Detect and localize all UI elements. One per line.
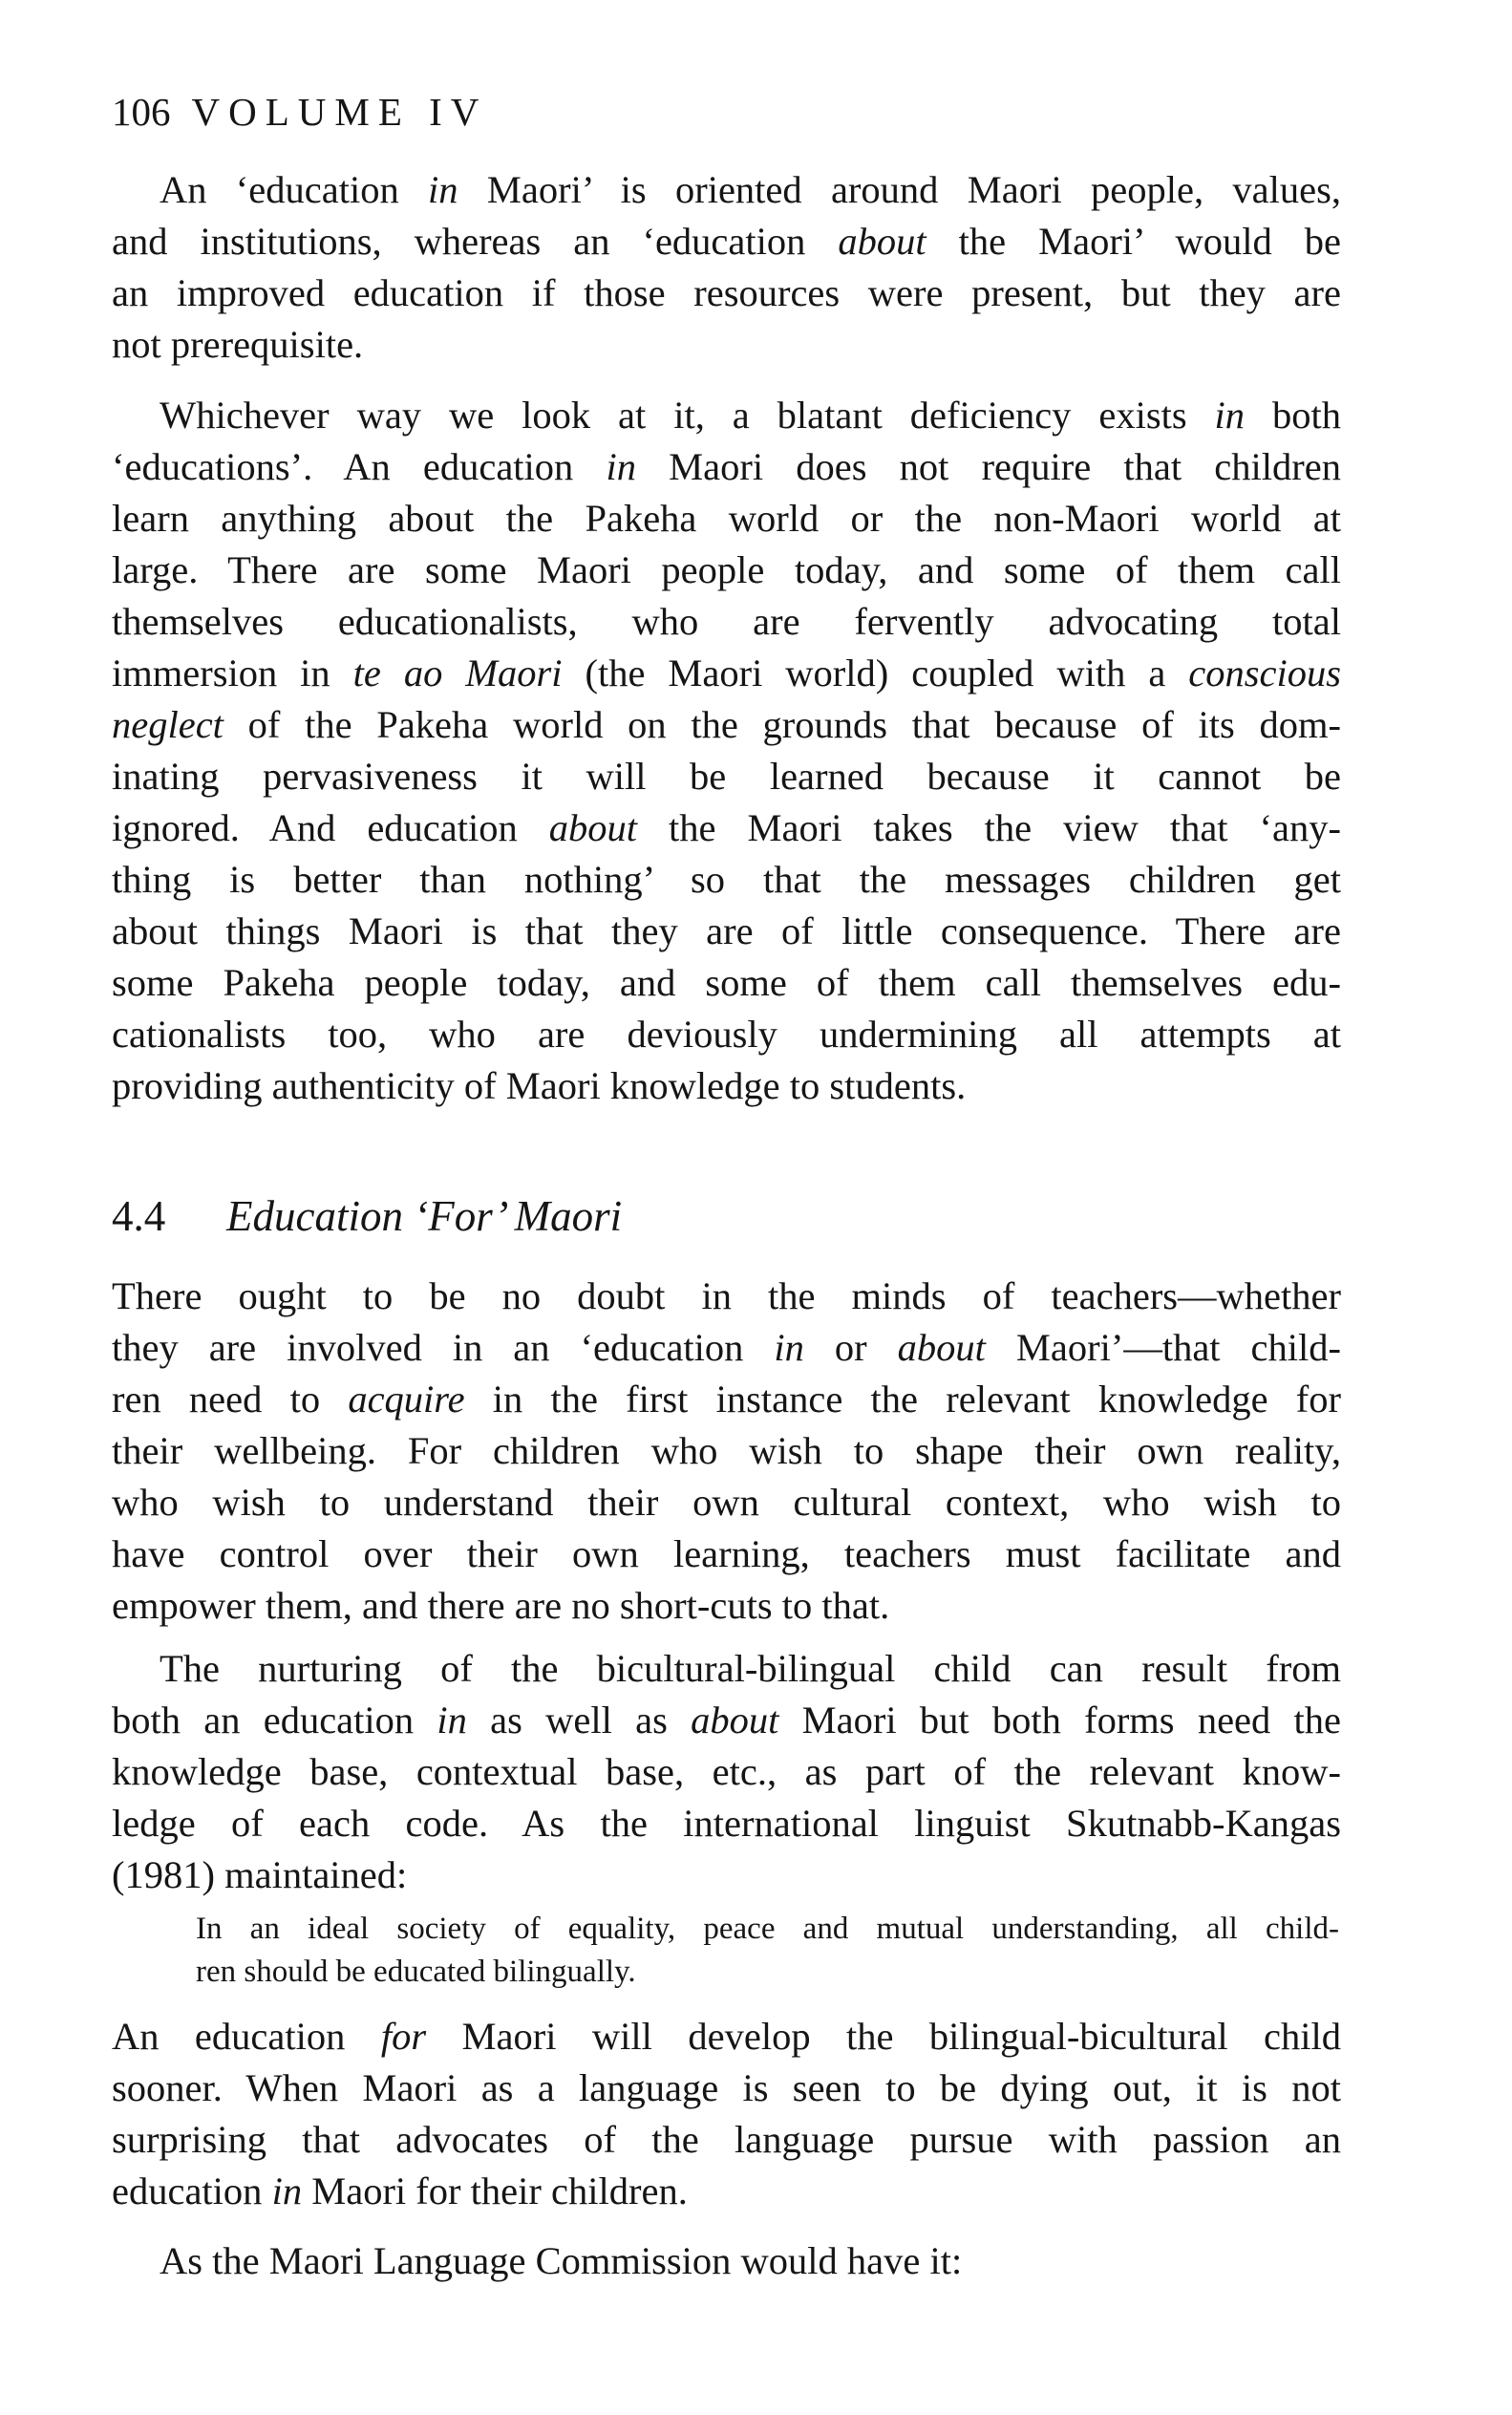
block-quote	[196, 1908, 1339, 1994]
text-line	[112, 648, 1341, 699]
text-run: some Pakeha people today, and some of them call themselves edu-	[112, 961, 1341, 1004]
text-run: In an ideal society of equality, peace and mutual understanding, all child-	[196, 1912, 1339, 1946]
section-heading	[112, 1189, 622, 1243]
running-header	[112, 88, 487, 136]
text-line	[112, 267, 1341, 319]
italic-run: about	[838, 220, 926, 263]
text-line	[112, 1322, 1341, 1374]
text-run: Maori does not require that children	[635, 445, 1341, 488]
text-line	[112, 751, 1341, 802]
text-run: their wellbeing. For children who wish to shape their own reality,	[112, 1429, 1341, 1472]
text-line	[112, 216, 1341, 267]
italic-run: for	[380, 2015, 427, 2058]
italic-run: neglect	[112, 703, 224, 746]
text-line	[196, 1908, 1339, 1951]
text-run: ren need to	[112, 1378, 349, 1421]
paragraph-language-commission	[112, 2235, 1341, 2287]
italic-run: in	[437, 1699, 467, 1742]
italic-run: about	[897, 1326, 986, 1369]
text-line	[112, 2011, 1341, 2062]
text-line	[112, 802, 1341, 854]
text-run: (1981) maintained:	[112, 1853, 408, 1896]
text-run: about things Maori is that they are of little consequence. There are	[112, 909, 1341, 952]
text-line	[112, 2235, 1341, 2287]
text-run: ledge of each code. As the international linguist Skutnabb-Kangas	[112, 1802, 1341, 1845]
text-run: the Maori takes the view that ‘any-	[637, 806, 1341, 849]
text-run: Maori’ is oriented around Maori people, values,	[458, 168, 1341, 211]
text-run: There ought to be no doubt in the minds of teachers—whether	[112, 1274, 1341, 1317]
text-line	[112, 164, 1341, 216]
text-run: in the first instance the relevant knowledge for	[464, 1378, 1342, 1421]
text-run: immersion in	[112, 652, 353, 695]
page-number: 106	[112, 90, 171, 134]
text-run: not prerequisite.	[112, 323, 364, 366]
text-run: An ‘education	[160, 168, 429, 211]
text-run: the Maori’ would be	[926, 220, 1341, 263]
text-run: sooner. When Maori as a language is seen to be dying out, it is not	[112, 2066, 1341, 2109]
italic-run: in	[428, 168, 458, 211]
text-run: cationalists too, who are deviously undermining all attempts at	[112, 1013, 1341, 1056]
text-run: of the Pakeha world on the grounds that because of its dom-	[223, 703, 1341, 746]
text-run: Whichever way we look at it, a blatant deficiency exists	[160, 394, 1215, 437]
italic-run: in	[1214, 394, 1246, 437]
text-line	[112, 906, 1341, 957]
text-run: they are involved in an ‘education	[112, 1326, 775, 1369]
italic-run: in	[606, 445, 636, 488]
text-run: Maori’—that child-	[985, 1326, 1341, 1369]
text-run: knowledge base, contextual base, etc., as part of the relevant know-	[112, 1750, 1341, 1793]
text-run: Maori but both forms need the	[778, 1699, 1341, 1742]
text-line	[112, 1798, 1341, 1849]
text-run: surprising that advocates of the language pursue with passion an	[112, 2118, 1341, 2161]
text-line	[112, 1477, 1341, 1528]
text-line	[112, 390, 1341, 441]
text-line	[112, 854, 1341, 906]
paragraph-education-for	[112, 2011, 1341, 2217]
italic-run: acquire	[348, 1378, 465, 1421]
text-run: Maori for their children.	[302, 2169, 688, 2212]
text-line	[112, 1746, 1341, 1798]
text-line	[112, 493, 1341, 545]
text-run: learn anything about the Pakeha world or the non-Maori world at	[112, 497, 1341, 540]
text-run: both	[1245, 394, 1341, 437]
text-run: themselves educationalists, who are fervently advocating total	[112, 600, 1341, 643]
text-line	[112, 2062, 1341, 2114]
italic-run: te ao Maori	[352, 652, 563, 695]
text-line	[112, 1374, 1341, 1425]
text-line	[112, 1425, 1341, 1477]
text-line	[112, 596, 1341, 648]
text-line	[112, 2114, 1341, 2166]
text-run: Maori will develop the bilingual-bicultural child	[426, 2015, 1342, 2058]
text-line	[112, 1643, 1341, 1695]
text-run: who wish to understand their own cultural context, who wish to	[112, 1481, 1341, 1524]
section-number: 4.4	[112, 1192, 166, 1240]
text-run: and institutions, whereas an ‘education	[112, 220, 839, 263]
paragraph-blatant-deficiency	[112, 390, 1341, 1112]
text-run: empower them, and there are no short-cuts to that.	[112, 1584, 890, 1627]
text-line	[112, 2166, 1341, 2217]
text-run: an improved education if those resources were present, but they are	[112, 271, 1341, 314]
text-run: An education	[112, 2015, 381, 2058]
text-run: (the Maori world) coupled with a	[562, 652, 1189, 695]
italic-run: about	[548, 806, 638, 849]
text-run: inating pervasiveness it will be learned because it cannot be	[112, 755, 1341, 798]
text-run: have control over their own learning, teachers must facilitate and	[112, 1532, 1341, 1575]
text-run: ren should be educated bilingually.	[196, 1955, 636, 1989]
text-line	[112, 1695, 1341, 1746]
text-run: large. There are some Maori people today, and some of them call	[112, 548, 1341, 591]
text-run: thing is better than nothing’ so that the messages children get	[112, 858, 1341, 901]
paragraph-teachers	[112, 1271, 1341, 1632]
text-run: or	[803, 1326, 898, 1369]
italic-run: conscious	[1188, 652, 1341, 695]
text-run: both an education	[112, 1699, 437, 1742]
italic-run: in	[271, 2169, 303, 2212]
text-run: education	[112, 2169, 272, 2212]
paragraph-bicultural-bilingual	[112, 1643, 1341, 1901]
section-title: Education ‘For’ Maori	[226, 1192, 623, 1240]
text-run: as well as	[466, 1699, 692, 1742]
text-run: ‘educations’. An education	[112, 445, 607, 488]
text-line	[112, 545, 1341, 596]
text-run: providing authenticity of Maori knowledge to students.	[112, 1064, 967, 1107]
text-run: ignored. And education	[112, 806, 549, 849]
text-line	[196, 1951, 1339, 1994]
paragraph-education-in-about	[112, 164, 1341, 371]
text-line	[112, 1849, 1341, 1901]
text-line	[112, 319, 1341, 371]
text-run: As the Maori Language Commission would have it:	[160, 2239, 963, 2282]
text-line	[112, 1271, 1341, 1322]
text-line	[112, 699, 1341, 751]
text-line	[112, 441, 1341, 493]
italic-run: about	[691, 1699, 779, 1742]
text-line	[112, 957, 1341, 1009]
text-line	[112, 1528, 1341, 1580]
text-line	[112, 1009, 1341, 1060]
text-run: The nurturing of the bicultural-bilingual child can result from	[160, 1647, 1341, 1690]
text-line	[112, 1060, 1341, 1112]
running-title: VOLUME IV	[191, 90, 488, 134]
text-line	[112, 1580, 1341, 1632]
italic-run: in	[774, 1326, 804, 1369]
